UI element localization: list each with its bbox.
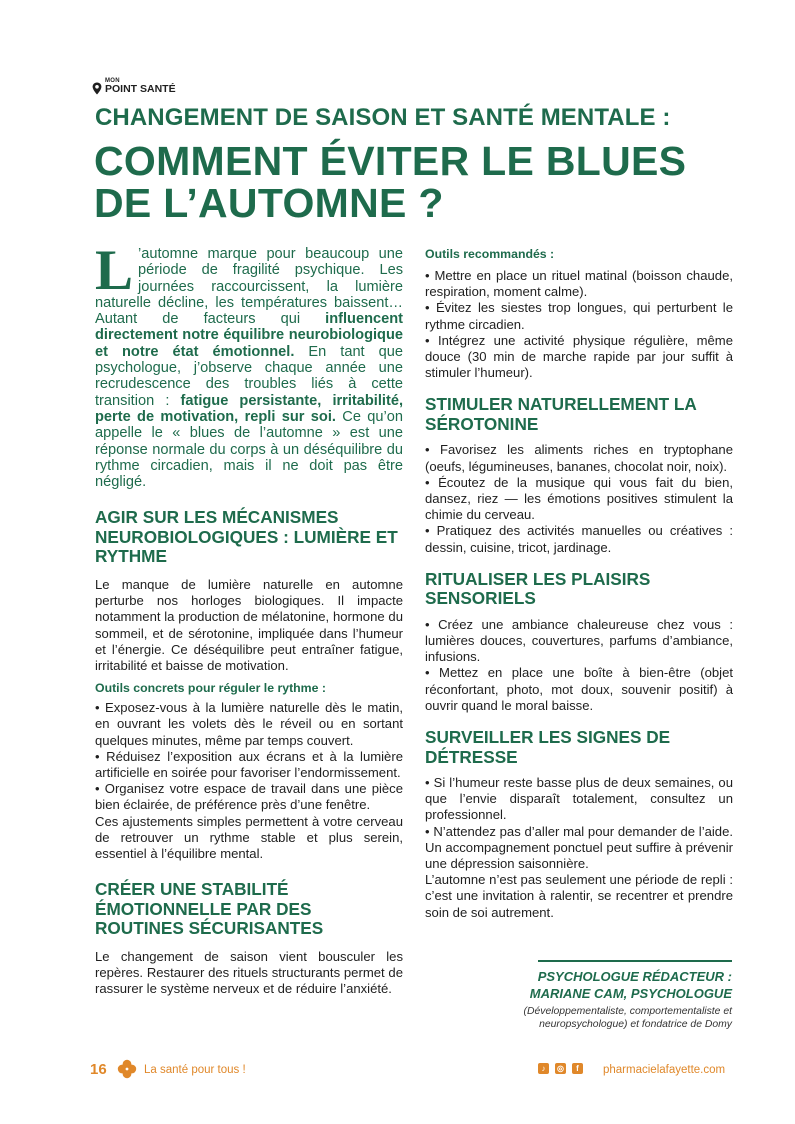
clover-logo-icon: [117, 1059, 137, 1079]
author-description: (Développementaliste, comportementaliste et neuropsychologue) et fondatrice de Domy: [523, 1006, 732, 1030]
section-body-routines: Le changement de saison vient bousculer les repères. Restaurer des rituels structurants permet de rassurer le système nerveux et de réduire l’anxiété.: [95, 948, 403, 997]
list-item: • Pratiquez des activités manuelles ou créatives : dessin, cuisine, tricot, jardinage.: [425, 523, 733, 555]
intro-text-2: En tant que psychologue, j’observe chaque année une recrudescence des troubles liés à cette transition :: [95, 343, 403, 409]
list-item: • Mettez en place une boîte à bien-être (objet réconfortant, photo, mot doux, souvenir positif) à ouvrir quand le moral baisse.: [425, 665, 733, 714]
sensory-list: [425, 617, 733, 714]
list-item: • Favorisez les aliments riches en tryptophane (oeufs, légumineuses, bananes, chocolat noir, noix).: [425, 442, 733, 474]
article-kicker: CHANGEMENT DE SAISON ET SANTÉ MENTALE :: [95, 104, 671, 131]
subhead-rhythm-tools: Outils concrets pour réguler le rythme :: [95, 681, 326, 696]
list-item: • Écoutez de la musique qui vous fait du bien, dansez, riez — les émotions positives stimulent la chimie du cerveau.: [425, 475, 733, 524]
subhead-recommended-tools: Outils recommandés :: [425, 247, 555, 261]
tiktok-icon[interactable]: ♪: [538, 1063, 549, 1074]
intro-text-1: ’automne marque pour beaucoup une période de fragilité psychique. Les journées raccourcissent, la lumière naturelle décline, les températures baissent… Autant de facteurs qui: [95, 246, 403, 328]
serotonin-list: [425, 442, 733, 555]
signature-divider: [538, 960, 732, 962]
intro-bold-2: fatigue persistante, irritabilité, perte de motivation, repli sur soi.: [95, 392, 403, 425]
section-title-light-rhythm: AGIR SUR LES MÉCANISMES NEUROBIOLOGIQUES : LUMIÈRE ET RYTHME: [95, 507, 398, 567]
author-name: MARIANE CAM, PSYCHOLOGUE: [529, 986, 732, 1001]
intro-bold-1: influencent directement notre équilibre neurobiologique et notre état émotionnel.: [95, 311, 403, 360]
section-title-routines: CRÉER UNE STABILITÉ ÉMOTIONNELLE PAR DES ROUTINES SÉCURISANTES: [95, 879, 324, 939]
author-role: PSYCHOLOGUE RÉDACTEUR :: [537, 969, 732, 984]
headline-line-1: COMMENT ÉVITER LE BLUES: [94, 138, 687, 184]
headline-line-2: DE L’AUTOMNE ?: [94, 180, 444, 226]
distress-list: [425, 775, 733, 872]
section-title-sensory: RITUALISER LES PLAISIRS SENSORIELS: [425, 568, 651, 609]
left-column: [95, 239, 403, 997]
website-link[interactable]: pharmacielafayette.com: [603, 1064, 726, 1076]
list-item: • Exposez-vous à la lumière naturelle dès le matin, en ouvrant les volets dès le réveil ou en sortant quelques minutes, même par temps couvert.: [95, 700, 403, 749]
page-footer: [0, 1058, 795, 1084]
section-closing-distress: L’automne n’est pas seulement une période de repli : c’est une invitation à ralentir, se recentrer et prendre soin de soi autrement.: [425, 872, 733, 920]
list-item: • Intégrez une activité physique régulière, même douce (30 min de marche rapide par jour suffit à stimuler l’humeur).: [425, 333, 733, 382]
section-title-serotonin: STIMULER NATURELLEMENT LA SÉROTONINE: [425, 394, 697, 434]
brand-name: POINT SANTÉ: [105, 83, 176, 95]
page-number: 16: [90, 1061, 107, 1078]
social-links: [538, 1063, 583, 1074]
list-item: • Mettre en place un rituel matinal (boisson chaude, respiration, moment calme).: [425, 268, 733, 300]
list-item: • Évitez les siestes trop longues, qui perturbent le rythme circadien.: [425, 300, 733, 332]
section-body-light-rhythm: Le manque de lumière naturelle en automne perturbe nos horloges biologiques. Il impacte notamment la production de mélatonine, hormone du sommeil, et de sérotonine, impliquée dans l’humeur et l’énergie. Ce déséquilibre peut entraîner fatigue, irritabilité et baisse de motivation.: [95, 576, 403, 673]
list-item: • Réduisez l’exposition aux écrans et à la lumière artificielle en soirée pour favoriser l’endormissement.: [95, 749, 403, 781]
brand-small-label: MON: [105, 78, 120, 84]
footer-tagline: La santé pour tous !: [144, 1064, 246, 1076]
intro-text-3: Ce qu’on appelle le « blues de l’automne » est une réponse normale du corps à un déséquilibre du rythme circadien, mais il ne doit pas être négligé.: [95, 408, 403, 491]
section-closing-light-rhythm: Ces ajustements simples permettent à votre cerveau de retrouver un rythme stable et plus serein, essentiel à l’équilibre mental.: [95, 813, 403, 861]
list-item: • N’attendez pas d’aller mal pour demander de l’aide. Un accompagnement ponctuel peut suffire à prévenir une dépression saisonnière.: [425, 824, 733, 873]
right-column: [425, 246, 733, 921]
list-item: • Si l’humeur reste basse plus de deux semaines, ou que l’envie disparaît totalement, consultez un professionnel.: [425, 775, 733, 824]
rhythm-tools-list: [95, 700, 403, 813]
facebook-icon[interactable]: f: [572, 1063, 583, 1074]
location-pin-icon: [92, 82, 102, 95]
section-title-distress: SURVEILLER LES SIGNES DE DÉTRESSE: [425, 727, 671, 767]
list-item: • Créez une ambiance chaleureuse chez vous : lumières douces, couvertures, parfums d’ambiance, infusions.: [425, 617, 733, 666]
instagram-icon[interactable]: ◎: [555, 1063, 566, 1074]
author-signature: [470, 960, 732, 1031]
brand-logo: [92, 78, 176, 95]
list-item: • Organisez votre espace de travail dans une pièce bien éclairée, de préférence près d’une fenêtre.: [95, 781, 403, 813]
recommended-tools-list: [425, 268, 733, 381]
drop-cap: L: [95, 239, 134, 302]
intro-paragraph: [95, 239, 403, 491]
article-headline: [94, 140, 754, 224]
